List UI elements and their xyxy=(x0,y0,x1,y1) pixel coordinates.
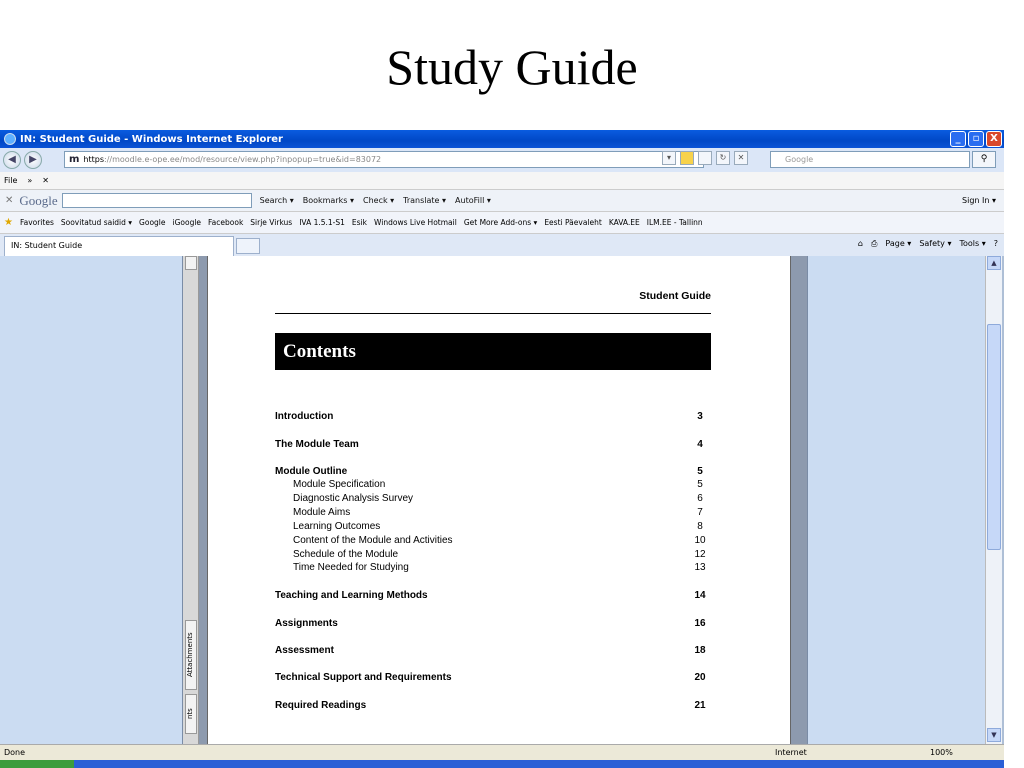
forward-arrow-icon[interactable]: ▶ xyxy=(24,151,42,169)
url-input[interactable] xyxy=(64,151,704,168)
google-search-input[interactable] xyxy=(62,193,252,208)
tab-bar xyxy=(0,234,1004,256)
toc-page-number: 18 xyxy=(694,645,706,656)
toc-label: Schedule of the Module xyxy=(293,549,399,560)
toc-label: Module Specification xyxy=(293,479,386,490)
comments-tab[interactable]: nts xyxy=(185,694,197,734)
close-button[interactable]: X xyxy=(986,131,1002,147)
toc-page-number: 13 xyxy=(694,562,706,573)
tab-student-guide[interactable]: IN: Student Guide xyxy=(4,236,234,256)
status-text: Done xyxy=(4,748,26,757)
fav-link[interactable]: Facebook xyxy=(208,218,244,227)
start-button[interactable] xyxy=(0,760,74,768)
print-icon[interactable]: ⎙ xyxy=(870,239,878,248)
close-icon[interactable]: ✕ xyxy=(5,195,14,206)
check-button[interactable]: Check ▾ xyxy=(362,196,395,205)
ie-logo-icon xyxy=(4,133,16,145)
tools-menu[interactable]: Tools ▾ xyxy=(959,239,986,248)
toc-page-number: 20 xyxy=(694,672,706,683)
fav-link[interactable]: Sirje Virkus xyxy=(250,218,293,227)
fav-link[interactable]: IVA 1.5.1-S1 xyxy=(299,218,345,227)
favorites-bar xyxy=(0,212,1004,234)
stop-icon[interactable]: ✕ xyxy=(734,151,748,165)
search-icon[interactable]: ⚲ xyxy=(972,151,996,168)
toc-label: Assignments xyxy=(275,618,338,629)
lock-icon[interactable] xyxy=(680,151,694,165)
sign-in-button[interactable]: Sign In ▾ xyxy=(962,196,996,205)
minimize-button[interactable]: _ xyxy=(950,131,966,147)
toc-label: Module Outline xyxy=(275,466,348,477)
translate-button[interactable]: Translate ▾ xyxy=(403,196,447,205)
side-tab-top[interactable] xyxy=(185,256,197,270)
toc-page-number: 7 xyxy=(697,507,703,518)
security-zone: Internet xyxy=(775,748,807,757)
header-rule xyxy=(275,313,711,314)
toc-page-number: 16 xyxy=(694,618,706,629)
window-controls xyxy=(950,131,1002,147)
menu-file[interactable]: File xyxy=(4,176,18,185)
toc-page-number: 12 xyxy=(694,549,706,560)
fav-link[interactable]: Eesti Päevaleht xyxy=(544,218,602,227)
attachments-tab[interactable]: Attachments xyxy=(185,620,197,690)
favorites-star-icon[interactable]: ★ xyxy=(4,217,13,228)
scroll-down-icon[interactable]: ▼ xyxy=(987,728,1001,742)
document-header: Student Guide xyxy=(639,290,711,302)
toc-label: Technical Support and Requirements xyxy=(275,672,452,683)
right-pane xyxy=(807,256,985,744)
google-toolbar xyxy=(0,190,1004,212)
fav-link[interactable]: Esik xyxy=(351,218,367,227)
maximize-button[interactable]: ▫ xyxy=(968,131,984,147)
new-tab-button[interactable] xyxy=(236,238,260,254)
toc-page-number: 5 xyxy=(697,479,703,490)
toc-label: Assessment xyxy=(275,645,334,656)
toc-label: Introduction xyxy=(275,411,334,422)
safety-menu[interactable]: Safety ▾ xyxy=(919,239,952,248)
fav-link[interactable]: Get More Add-ons ▾ xyxy=(463,218,538,227)
toc-page-number: 3 xyxy=(697,411,703,422)
toc-label: Content of the Module and Activities xyxy=(293,535,453,546)
google-toolbar-items xyxy=(260,196,491,205)
menu-bar xyxy=(0,172,1004,190)
fav-link[interactable]: Windows Live Hotmail xyxy=(374,218,457,227)
toc-label: Module Aims xyxy=(293,507,351,518)
site-favicon-icon: m xyxy=(69,154,80,165)
favorites-button[interactable]: Favorites xyxy=(19,218,54,227)
page-menu[interactable]: Page ▾ xyxy=(885,239,912,248)
chevron-icon[interactable]: » xyxy=(27,176,33,185)
google-search-button[interactable]: Search ▾ xyxy=(259,196,294,205)
help-icon[interactable]: ? xyxy=(993,239,998,248)
status-bar xyxy=(0,744,1004,760)
scroll-thumb[interactable] xyxy=(987,324,1001,550)
fav-link[interactable]: Soovitatud saidid ▾ xyxy=(60,218,133,227)
fav-link[interactable]: KAVA.EE xyxy=(608,218,640,227)
toc-page-number: 14 xyxy=(694,590,706,601)
taskbar xyxy=(0,760,1004,768)
toc-page-number: 10 xyxy=(694,535,706,546)
content-area xyxy=(0,256,1004,744)
left-pane xyxy=(0,256,183,744)
pdf-page xyxy=(207,256,791,744)
refresh-icon[interactable]: ↻ xyxy=(716,151,730,165)
fav-link[interactable]: iGoogle xyxy=(172,218,202,227)
google-logo: Google xyxy=(19,192,58,208)
window-title: IN: Student Guide - Windows Internet Explorer xyxy=(20,133,283,145)
toc-page-number: 4 xyxy=(697,439,703,450)
url-path: ://moodle.e-ope.ee/mod/resource/view.php?inpopup=true&id=83072 xyxy=(104,155,382,164)
dropdown-arrow-icon[interactable]: ▾ xyxy=(662,151,676,165)
title-bar xyxy=(0,130,1004,148)
toc-label: Learning Outcomes xyxy=(293,521,381,532)
home-icon[interactable]: ⌂ xyxy=(857,239,863,248)
bookmarks-button[interactable]: Bookmarks ▾ xyxy=(302,196,354,205)
command-bar xyxy=(858,239,998,249)
browser-window xyxy=(0,130,1004,768)
fav-link[interactable]: Google xyxy=(139,218,166,227)
compatibility-icon[interactable] xyxy=(698,151,712,165)
toc-page-number: 5 xyxy=(697,466,703,477)
toc-page-number: 21 xyxy=(694,700,706,711)
url-tools xyxy=(662,151,748,165)
toc-label: Time Needed for Studying xyxy=(293,562,409,573)
zoom-level[interactable]: 100% xyxy=(930,748,953,757)
vertical-scrollbar[interactable] xyxy=(985,256,1002,744)
slide-title: Study Guide xyxy=(386,39,638,95)
search-input[interactable]: Google xyxy=(770,151,970,168)
pdf-side-strip xyxy=(183,256,199,744)
toc-page-number: 6 xyxy=(697,493,703,504)
autofill-button[interactable]: AutoFill ▾ xyxy=(455,196,491,205)
close-icon[interactable]: ✕ xyxy=(42,176,49,185)
scroll-up-icon[interactable]: ▲ xyxy=(987,256,1001,270)
toc-label: Required Readings xyxy=(275,700,367,711)
toc-page-number: 8 xyxy=(697,521,703,532)
toc-label: The Module Team xyxy=(275,439,359,450)
url-scheme: https xyxy=(83,155,105,164)
contents-banner: Contents xyxy=(275,333,711,370)
toc-label: Diagnostic Analysis Survey xyxy=(293,493,414,504)
toc-label: Teaching and Learning Methods xyxy=(275,590,428,601)
address-bar xyxy=(0,148,1004,172)
back-arrow-icon[interactable]: ◀ xyxy=(3,151,21,169)
fav-link[interactable]: ILM.EE - Tallinn xyxy=(646,218,703,227)
